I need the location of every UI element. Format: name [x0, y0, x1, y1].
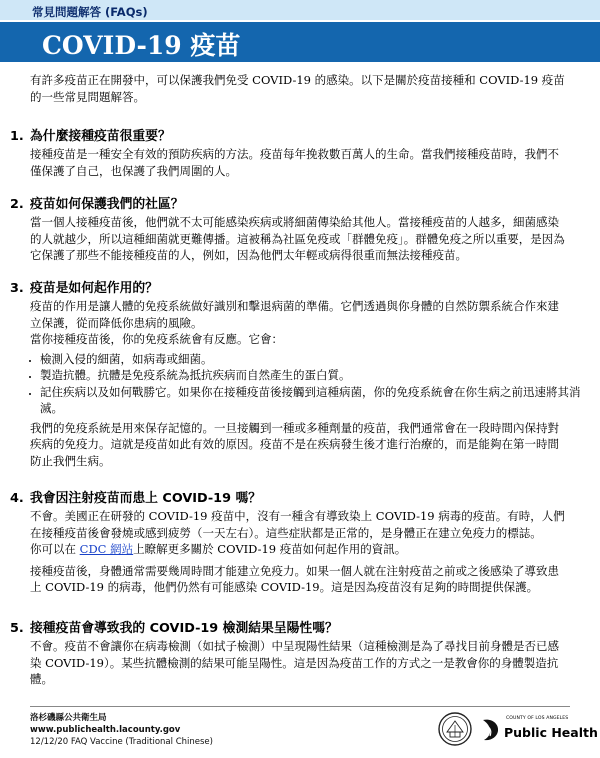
faq-question-5	[10, 620, 600, 638]
faq-answer-3: 疫苗的作用是讓人體的免疫系統做好識別和擊退病菌的準備。它們透過與你身體的自然防禦系統合作來建立保護，從而降低你患病的風險。	[30, 299, 559, 330]
county-seal-icon	[438, 712, 472, 746]
cdc-website-link[interactable]: CDC 網站	[79, 542, 134, 556]
intro-paragraph: 有許多疫苗正在開發中，可以保護我們免受 COVID-19 的感染。以下是關於疫苗接種和 COVID-19 疫苗的一些常見問題解答。	[30, 73, 565, 104]
faq-answer-3-lead: 當你接種疫苗後，你的免疫系統會有反應。它會：	[30, 332, 283, 346]
footer-doc-id: 12/12/20 FAQ Vaccine (Traditional Chinese)	[30, 737, 213, 747]
page-header	[0, 0, 600, 62]
faq-number: 4.	[10, 491, 24, 506]
public-health-logo	[480, 716, 598, 746]
faq-question-text: 接種疫苗會導致我的 COVID-19 檢測結果呈陽性嗎？	[30, 621, 338, 636]
header-title-bar	[0, 20, 600, 62]
page-title: COVID-19 疫苗	[42, 31, 241, 60]
faq-question-text: 為什麼接種疫苗很重要？	[30, 129, 171, 144]
faq-question-text: 疫苗是如何起作用的？	[30, 281, 158, 296]
faq-item-4	[0, 490, 600, 596]
public-health-emblem-icon	[480, 718, 502, 742]
logo-county-text: COUNTY OF LOS ANGELES	[506, 716, 569, 721]
faq-answer-3-closing: 我們的免疫系統是用來保存記憶的。一旦接觸到一種或多種劑量的疫苗，我們通常會在一段時間內保持對疾病的免疫力。這就是疫苗如此有效的原因。疫苗不是在疾病發生後才進行治療的，而是能夠在第一時間防止我們生病。	[30, 420, 559, 468]
faq-number: 2.	[10, 197, 24, 212]
footer-divider	[30, 706, 570, 707]
faq-answer-4-closing: 接種疫苗後，身體通常需要幾周時間才能建立免疫力。如果一個人就在注射疫苗之前或之後感染了導致患上 COVID-19 的病毒，他們仍然有可能感染 COVID-19。這是因為疫苗沒有足夠的時間提供保護。	[30, 563, 559, 594]
faq-question-2	[10, 196, 600, 214]
faq-answer-4: 不會。美國正在研發的 COVID-19 疫苗中，沒有一種含有導致染上 COVID-19 病毒的疫苗。有時，人們在接種疫苗後會發燒或感到疲勞（一天左右）。這些症狀都是正常的，是身體正在建立免疫力的標誌。	[30, 509, 565, 540]
faq-item-3	[0, 280, 600, 469]
logo-name-text: Public Health	[504, 725, 598, 740]
faq-answer-4-link-line	[30, 541, 570, 558]
faq-question-text: 疫苗如何保護我們的社區？	[30, 197, 184, 212]
faq-number: 1.	[10, 129, 24, 144]
immune-response-list	[0, 351, 600, 417]
link-suffix-text: 上瞭解更多關於 COVID-19 疫苗如何起作用的資訊。	[133, 542, 407, 556]
link-prefix-text: 你可以在	[30, 542, 80, 556]
footer-info	[30, 712, 213, 748]
footer-org: 洛杉磯縣公共衛生局	[30, 713, 107, 723]
list-item: • 記住疾病以及如何戰勝它。如果你在接種疫苗後接觸到這種病菌，你的免疫系統會在你生病之前迅速將其消滅。	[40, 384, 600, 417]
header-subtitle-strip	[0, 0, 600, 20]
footer-url[interactable]: www.publichealth.lacounty.gov	[30, 725, 181, 735]
faq-item-1	[0, 128, 600, 179]
faq-question-4	[10, 490, 600, 508]
list-item: • 製造抗體。抗體是免疫系統為抵抗疾病而自然產生的蛋白質。	[40, 367, 600, 384]
faq-item-5	[0, 620, 600, 688]
document-body	[0, 72, 600, 105]
faq-answer-5: 不會。疫苗不會讓你在病毒檢測（如拭子檢測）中呈現陽性結果（這種檢測是為了尋找目前身體是否已感染 COVID-19）。某些抗體檢測的結果可能呈陽性。這是因為疫苗工作的方式之一是教會你的身體製造抗體。	[30, 639, 559, 686]
faq-answer-2: 當一個人接種疫苗後，他們就不太可能感染疾病或將細菌傳染給其他人。當接種疫苗的人越多，細菌感染的人就越少，所以這種細菌就更難傳播。這被稱為社區免疫或「群體免疫」。群體免疫之所以重要，是因為它保護了那些不能接種疫苗的人，例如，因為他們太年輕或病得很重而無法接種疫苗。	[30, 215, 565, 262]
faq-item-2	[0, 196, 600, 264]
header-subtitle: 常見問題解答 (FAQs)	[32, 5, 148, 19]
list-item: • 檢測入侵的細菌，如病毒或細菌。	[40, 351, 600, 368]
faq-question-text: 我會因注射疫苗而患上 COVID-19 嗎？	[30, 491, 262, 506]
faq-number: 5.	[10, 621, 24, 636]
faq-question-3	[10, 280, 600, 298]
faq-answer-1: 接種疫苗是一種安全有效的預防疾病的方法。疫苗每年挽救數百萬人的生命。當我們接種疫苗時，我們不僅保護了自己，也保護了我們周圍的人。	[30, 147, 559, 178]
faq-number: 3.	[10, 281, 24, 296]
faq-question-1	[10, 128, 600, 146]
